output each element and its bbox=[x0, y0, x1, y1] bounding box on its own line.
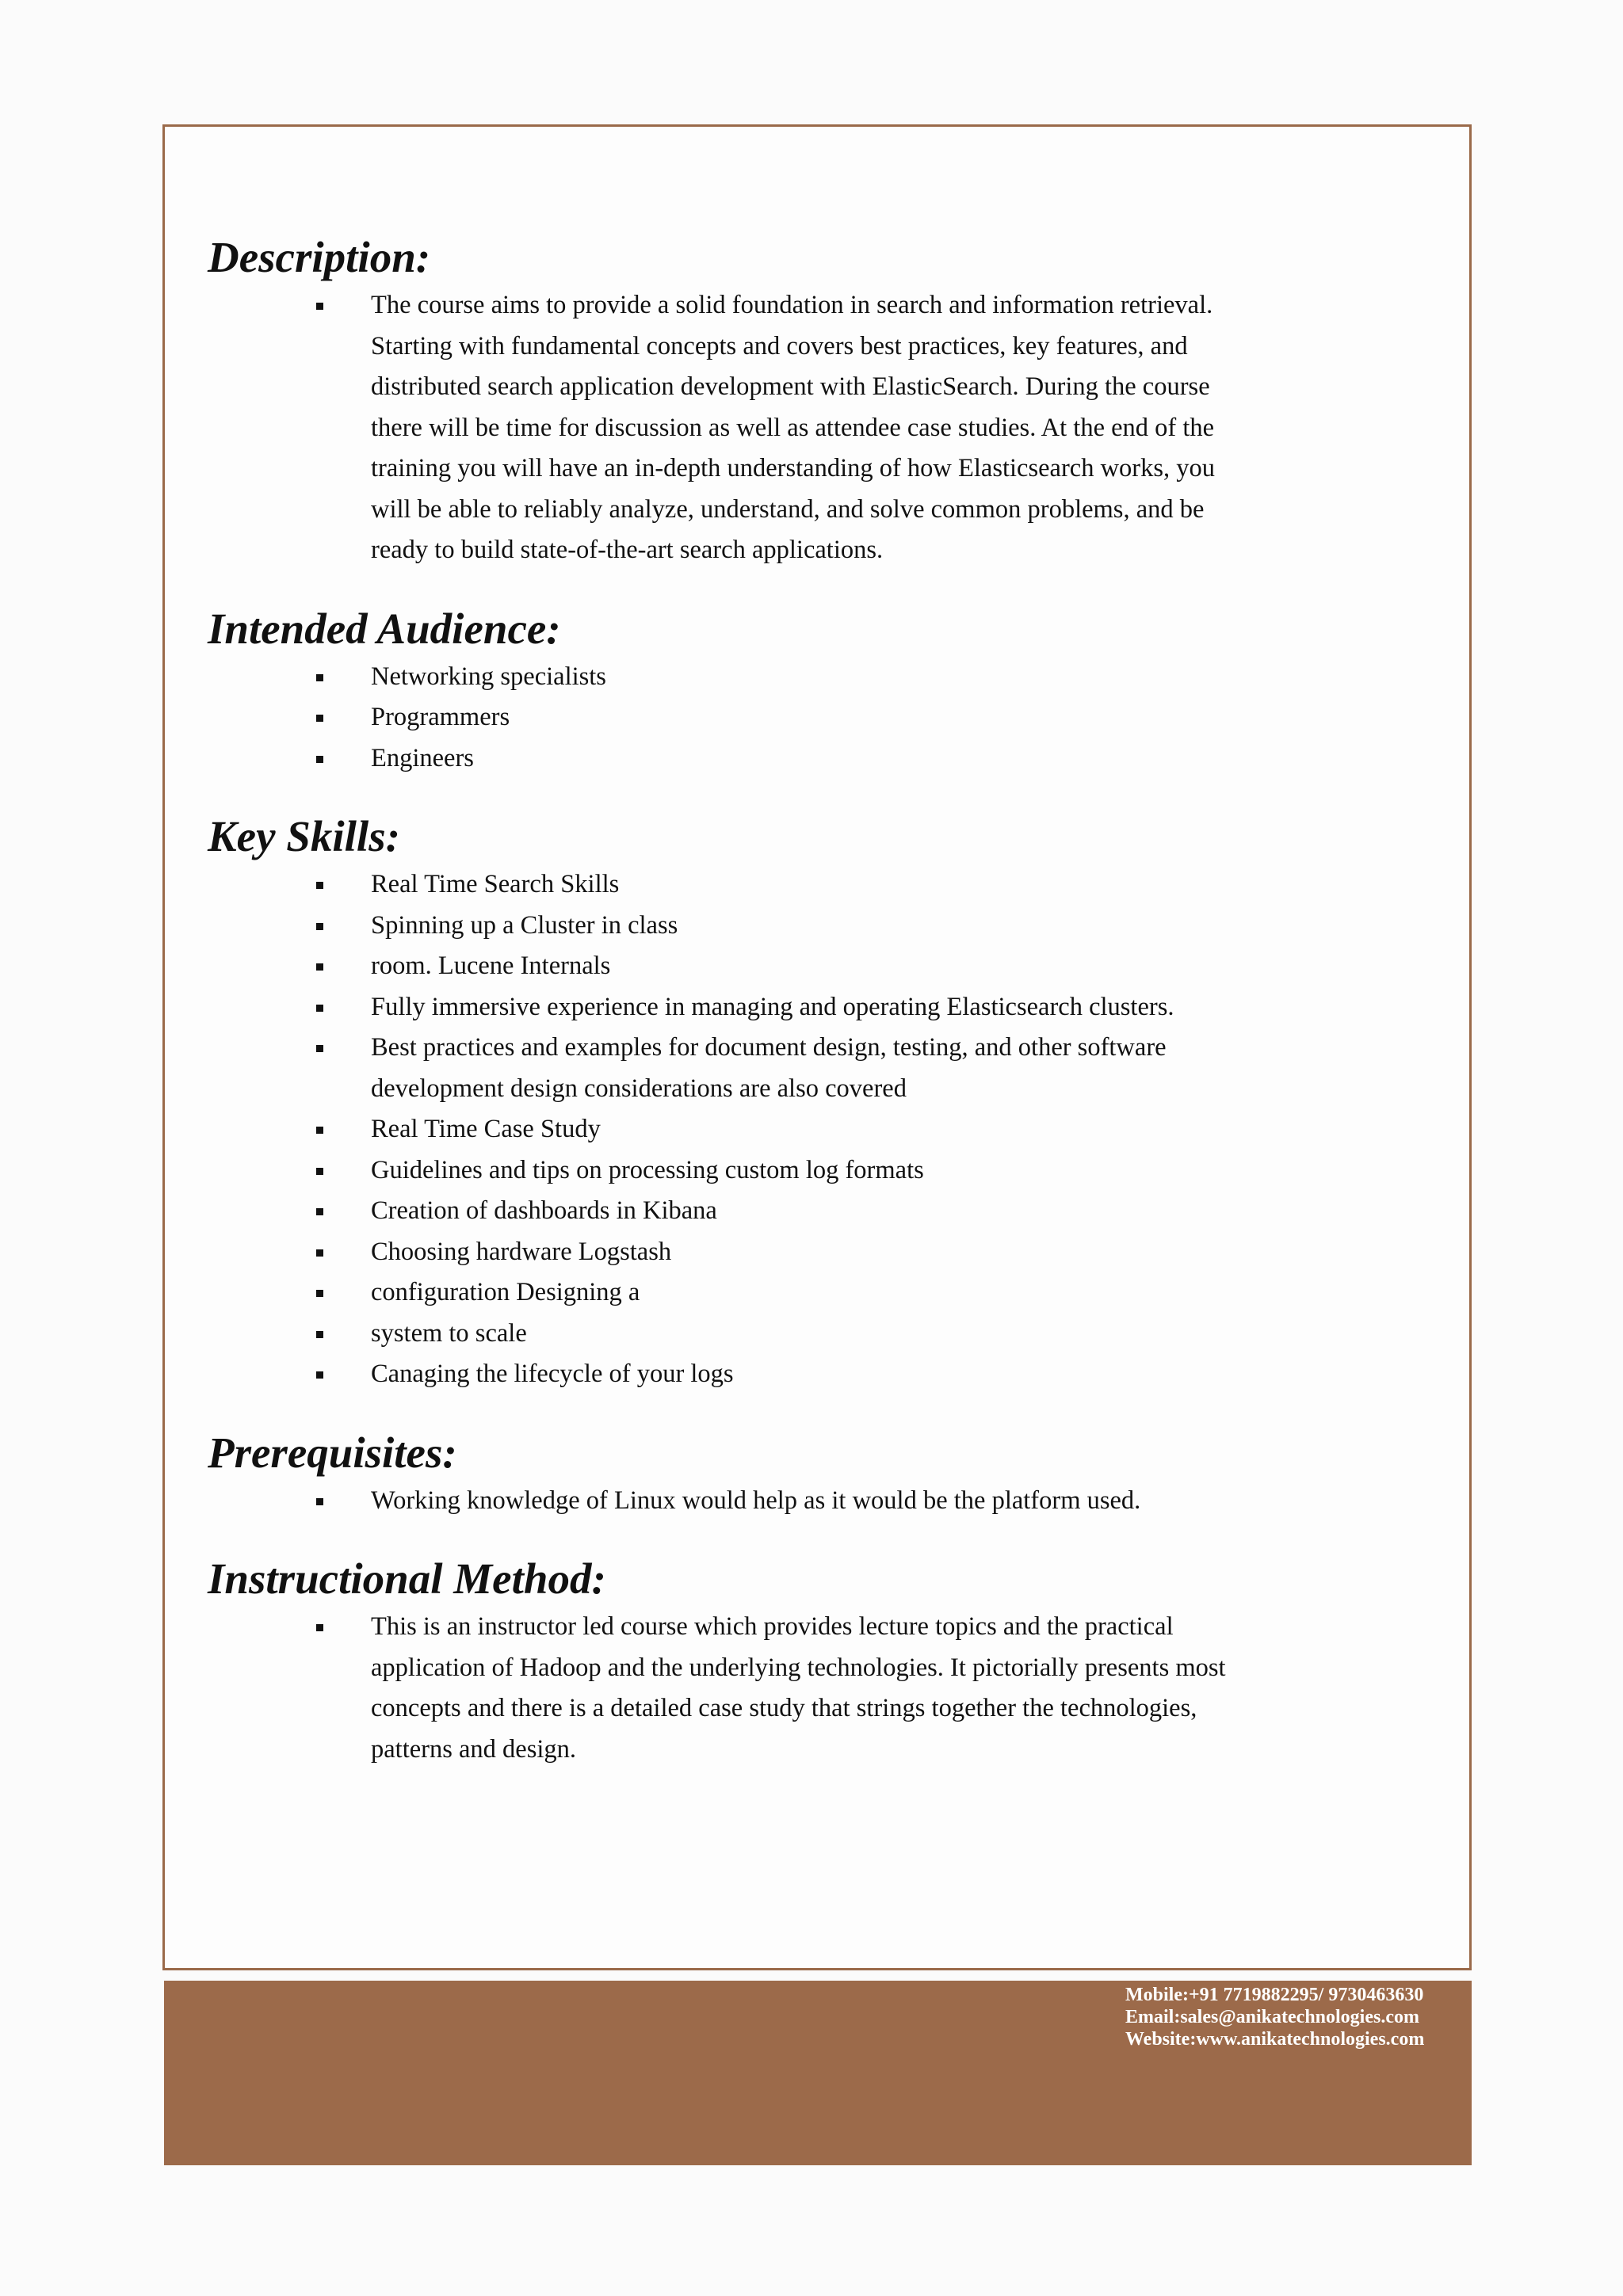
list-item: system to scale bbox=[208, 1314, 1258, 1355]
audience-section bbox=[208, 601, 1444, 780]
list-item: room. Lucene Internals bbox=[208, 946, 1258, 987]
method-section bbox=[208, 1551, 1444, 1770]
square-bullet-icon bbox=[316, 1208, 323, 1215]
square-bullet-icon bbox=[316, 674, 323, 681]
skills-list bbox=[208, 864, 1444, 1395]
square-bullet-icon bbox=[316, 1498, 323, 1505]
list-item: Working knowledge of Linux would help as it would be the platform used. bbox=[208, 1481, 1258, 1522]
square-bullet-icon bbox=[316, 1005, 323, 1012]
list-item: Real Time Case Study bbox=[208, 1109, 1258, 1150]
document-content bbox=[208, 230, 1444, 1770]
skills-heading: Key Skills: bbox=[208, 812, 400, 860]
square-bullet-icon bbox=[316, 1290, 323, 1297]
list-item: Programmers bbox=[208, 697, 1258, 738]
square-bullet-icon bbox=[316, 963, 323, 971]
contact-block bbox=[1125, 1981, 1472, 2050]
description-section bbox=[208, 230, 1444, 571]
square-bullet-icon bbox=[316, 882, 323, 889]
audience-list bbox=[208, 657, 1444, 780]
square-bullet-icon bbox=[316, 1045, 323, 1052]
prerequisites-list bbox=[208, 1481, 1444, 1522]
description-heading: Description: bbox=[208, 233, 431, 281]
mobile-text: Mobile:+91 7719882295/ 9730463630 bbox=[1125, 1985, 1424, 2005]
list-item: This is an instructor led course which provides lecture topics and the practical application of Hadoop and the underlying technologies. It pictorially presents most concepts and there is a detailed case study that strings together the technologies, patterns and design. bbox=[208, 1607, 1258, 1770]
email-text: Email:sales@anikatechnologies.com bbox=[1125, 2007, 1419, 2027]
list-item: Engineers bbox=[208, 738, 1258, 780]
square-bullet-icon bbox=[316, 1127, 323, 1134]
audience-heading: Intended Audience: bbox=[208, 604, 561, 653]
square-bullet-icon bbox=[316, 923, 323, 930]
square-bullet-icon bbox=[316, 1168, 323, 1175]
list-item: Best practices and examples for document design, testing, and other software development design considerations are also covered bbox=[208, 1028, 1258, 1109]
list-item: Creation of dashboards in Kibana bbox=[208, 1191, 1258, 1232]
description-list bbox=[208, 285, 1444, 571]
list-item: Spinning up a Cluster in class bbox=[208, 906, 1258, 947]
prerequisites-section bbox=[208, 1425, 1444, 1522]
list-item: Real Time Search Skills bbox=[208, 864, 1258, 906]
list-item: The course aims to provide a solid foundation in search and information retrieval. Starting with fundamental concepts and covers best practices, key features, and distributed search application development with ElasticSearch. During the course there will be time for discussion as well as attendee case studies. At the end of the training you will have an in-depth understanding of how Elasticsearch works, you will be able to reliably analyze, understand, and solve common problems, and be ready to build state-of-the-art search applications. bbox=[208, 285, 1258, 571]
square-bullet-icon bbox=[316, 756, 323, 763]
square-bullet-icon bbox=[316, 1371, 323, 1379]
square-bullet-icon bbox=[316, 1624, 323, 1631]
list-item: Guidelines and tips on processing custom log formats bbox=[208, 1150, 1258, 1192]
prerequisites-heading: Prerequisites: bbox=[208, 1428, 457, 1477]
list-item: Networking specialists bbox=[208, 657, 1258, 698]
list-item: configuration Designing a bbox=[208, 1272, 1258, 1314]
square-bullet-icon bbox=[316, 303, 323, 310]
page-bottom-margin bbox=[0, 2165, 1623, 2296]
footer-bar bbox=[164, 1981, 1472, 2165]
website-text: Website:www.anikatechnologies.com bbox=[1125, 2029, 1425, 2050]
list-item: Choosing hardware Logstash bbox=[208, 1232, 1258, 1273]
square-bullet-icon bbox=[316, 1249, 323, 1257]
method-list bbox=[208, 1607, 1444, 1770]
method-heading: Instructional Method: bbox=[208, 1554, 606, 1603]
square-bullet-icon bbox=[316, 1331, 323, 1338]
list-item: Canaging the lifecycle of your logs bbox=[208, 1354, 1258, 1395]
skills-section bbox=[208, 809, 1444, 1395]
square-bullet-icon bbox=[316, 715, 323, 722]
list-item: Fully immersive experience in managing and operating Elasticsearch clusters. bbox=[208, 987, 1258, 1028]
